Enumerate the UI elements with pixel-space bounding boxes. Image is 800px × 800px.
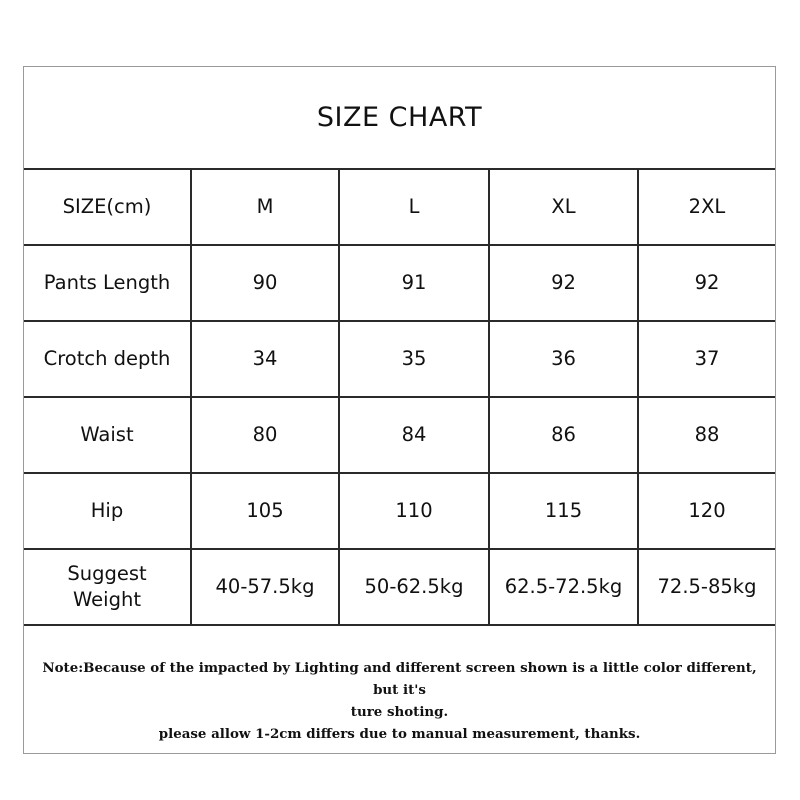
row-label-line: Weight xyxy=(73,588,141,611)
table-row xyxy=(24,245,775,321)
row-label-crotch-depth: Crotch depth xyxy=(24,321,191,397)
table-cell: 80 xyxy=(191,397,339,473)
table-row xyxy=(24,321,775,397)
size-chart-sheet xyxy=(23,66,776,754)
note-line: ture shoting. xyxy=(350,703,449,720)
table-row xyxy=(24,397,775,473)
table-cell: 62.5-72.5kg xyxy=(489,549,638,625)
table-cell: 40-57.5kg xyxy=(191,549,339,625)
chart-title: SIZE CHART xyxy=(316,102,483,133)
table-cell: 91 xyxy=(339,245,489,321)
table-cell: 72.5-85kg xyxy=(638,549,775,625)
row-label-pants-length: Pants Length xyxy=(24,245,191,321)
table-cell: 105 xyxy=(191,473,339,549)
table-cell: 88 xyxy=(638,397,775,473)
title-band xyxy=(24,67,775,168)
table-cell: 50-62.5kg xyxy=(339,549,489,625)
header-cell-l: L xyxy=(339,169,489,245)
table-cell: 86 xyxy=(489,397,638,473)
size-table xyxy=(24,168,775,626)
header-cell-m: M xyxy=(191,169,339,245)
table-cell: 36 xyxy=(489,321,638,397)
table-cell: 34 xyxy=(191,321,339,397)
row-label-waist: Waist xyxy=(24,397,191,473)
row-label-line: Suggest xyxy=(67,562,147,585)
row-label-hip: Hip xyxy=(24,473,191,549)
table-header-row xyxy=(24,169,775,245)
header-cell-size: SIZE(cm) xyxy=(24,169,191,245)
table-cell: 92 xyxy=(489,245,638,321)
table-cell: 120 xyxy=(638,473,775,549)
table-cell: 84 xyxy=(339,397,489,473)
table-row xyxy=(24,473,775,549)
table-cell: 90 xyxy=(191,245,339,321)
table-cell: 92 xyxy=(638,245,775,321)
note-line: Note:Because of the impacted by Lighting and different screen shown is a little color different, but it's xyxy=(42,659,757,698)
table-cell: 115 xyxy=(489,473,638,549)
header-cell-2xl: 2XL xyxy=(638,169,775,245)
header-cell-xl: XL xyxy=(489,169,638,245)
table-cell: 110 xyxy=(339,473,489,549)
row-label-suggest-weight xyxy=(24,549,191,625)
note-text xyxy=(24,648,775,753)
table-row xyxy=(24,549,775,625)
table-cell: 37 xyxy=(638,321,775,397)
table-cell: 35 xyxy=(339,321,489,397)
note-line: please allow 1-2cm differs due to manual measurement, thanks. xyxy=(158,725,641,742)
